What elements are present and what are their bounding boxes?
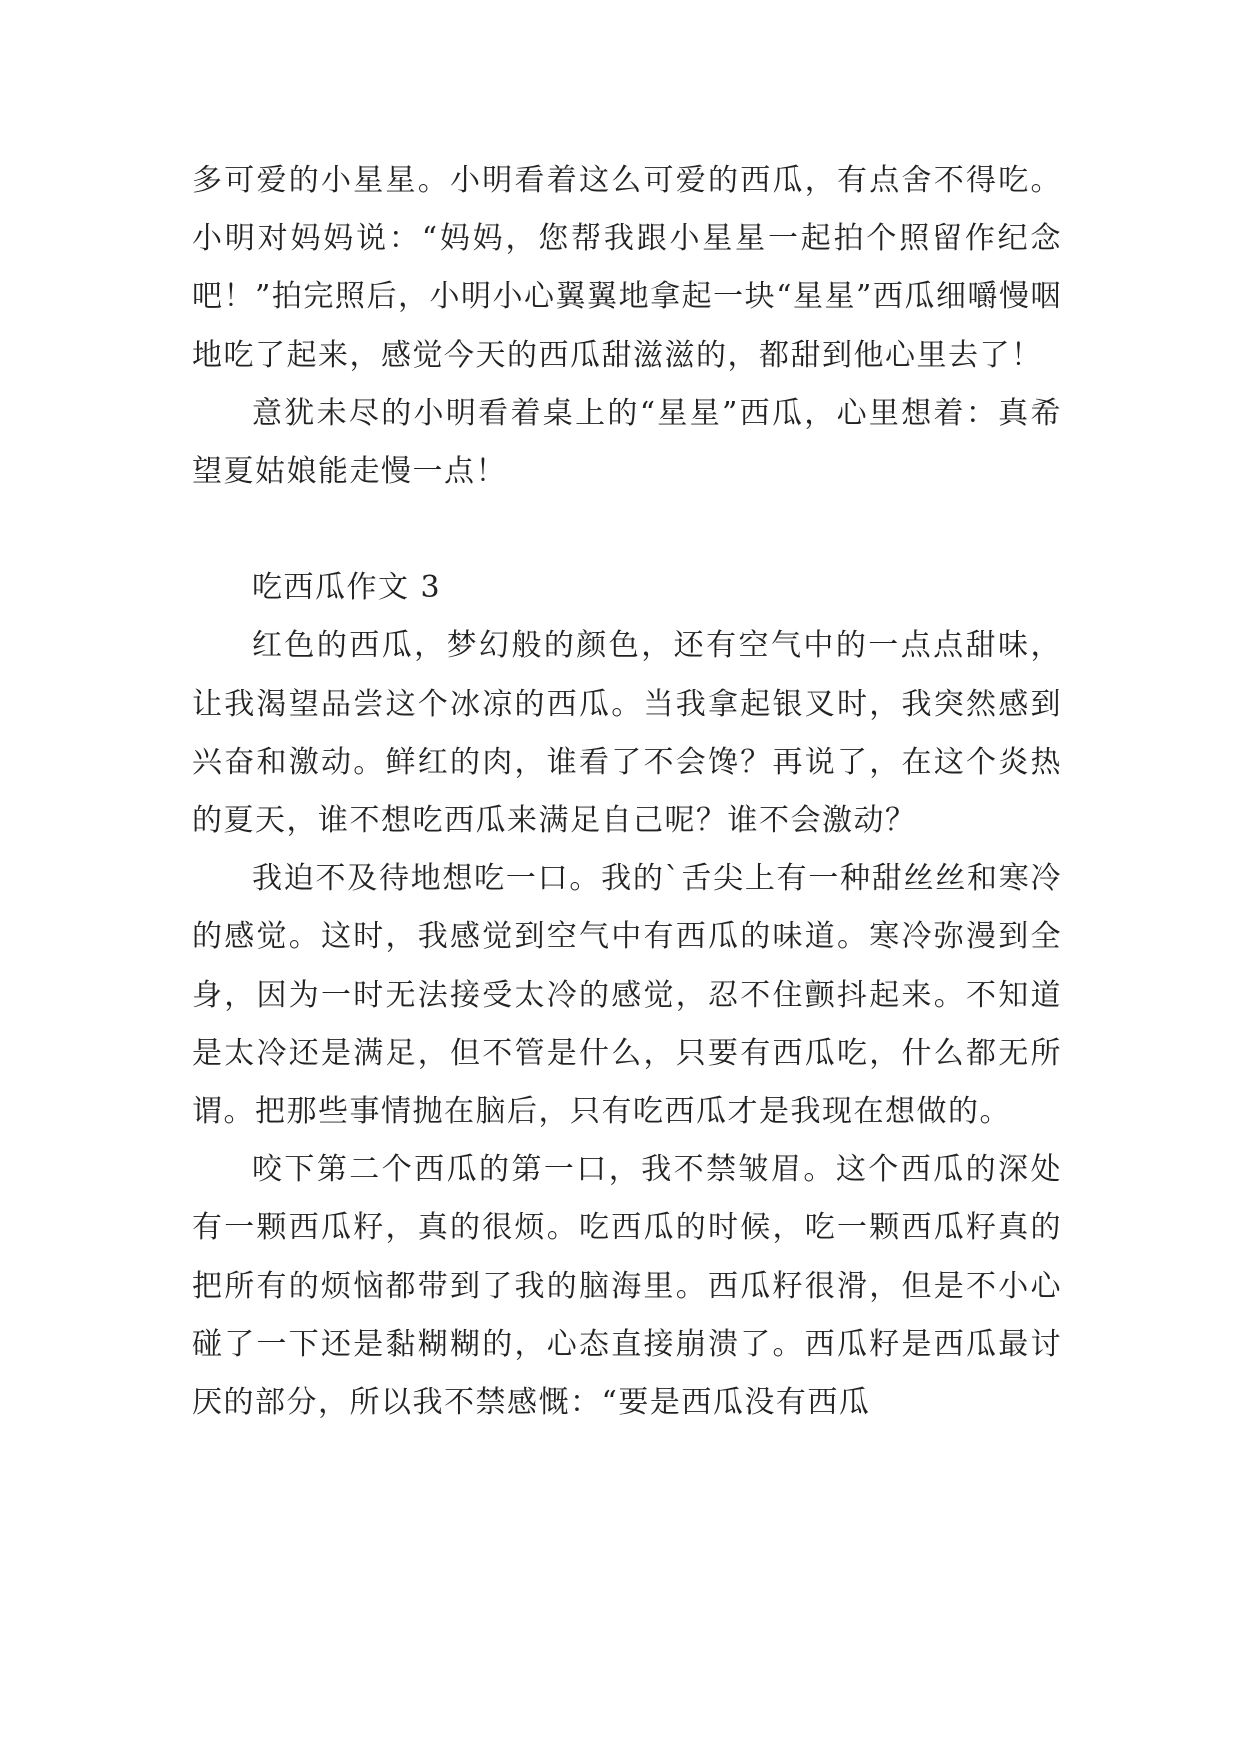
document-body <box>192 152 1062 1432</box>
paragraph-continued: 多可爱的小星星。小明看着这么可爱的西瓜，有点舍不得吃。小明对妈妈说：“妈妈，您帮我跟小星星一起拍个照留作纪念吧！”拍完照后，小明小心翼翼地拿起一块“星星”西瓜细嚼慢咽地吃了起来，感觉今天的西瓜甜滋滋的，都甜到他心里去了！ <box>192 163 1062 373</box>
section-gap <box>192 501 1062 559</box>
paragraph: 我迫不及待地想吃一口。我的`舌尖上有一种甜丝丝和寒冷的感觉。这时，我感觉到空气中有西瓜的味道。寒冷弥漫到全身，因为一时无法接受太冷的感觉，忍不住颤抖起来。不知道是太冷还是满足，但不管是什么，只要有西瓜吃，什么都无所谓。把那些事情抛在脑后，只有吃西瓜才是我现在想做的。 <box>192 861 1062 1130</box>
paragraph: 红色的西瓜，梦幻般的颜色，还有空气中的一点点甜味，让我渴望品尝这个冰凉的西瓜。当我拿起银叉时，我突然感到兴奋和激动。鲜红的肉，谁看了不会馋？再说了，在这个炎热的夏天，谁不想吃西瓜来满足自己呢？谁不会激动？ <box>192 628 1062 839</box>
section-title: 吃西瓜作文 3 <box>252 570 442 606</box>
paragraph: 咬下第二个西瓜的第一口，我不禁皱眉。这个西瓜的深处有一颗西瓜籽，真的很烦。吃西瓜的时候，吃一颗西瓜籽真的把所有的烦恼都带到了我的脑海里。西瓜籽很滑，但是不小心碰了一下还是黏糊糊的，心态直接崩溃了。西瓜籽是西瓜最讨厌的部分，所以我不禁感慨：“要是西瓜没有西瓜 <box>192 1152 1062 1421</box>
paragraph-ending: 意犹未尽的小明看着桌上的“星星”西瓜，心里想着：真希望夏姑娘能走慢一点！ <box>192 395 1062 490</box>
